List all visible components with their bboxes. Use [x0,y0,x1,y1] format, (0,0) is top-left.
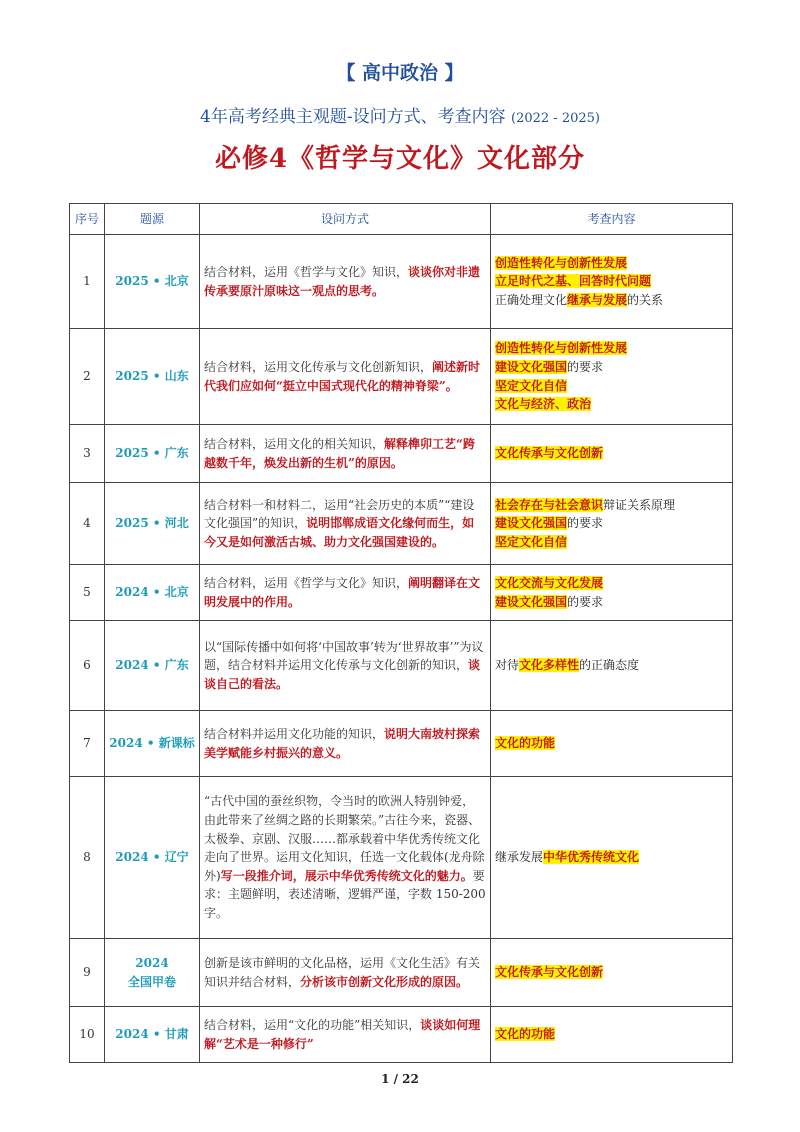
question-text: 结合材料，运用《哲学与文化》知识， [204,264,409,279]
row-source [105,939,200,1007]
content-highlight: 文化多样性 [519,658,580,673]
content-highlight: 文化的功能 [495,736,556,751]
content-line [495,848,728,867]
content-highlight: 文化传承与文化创新 [495,965,604,980]
row-number: 7 [70,711,105,777]
row-number: 6 [70,621,105,711]
question-emphasis: 谈谈自己的看法。 [204,658,481,691]
content-highlight: 继承与发展 [567,292,628,307]
table-row [70,621,733,711]
question-emphasis: 说明大南坡村探索美学赋能乡村振兴的意义。 [204,726,481,760]
question-text: 结合材料，运用文化传承与文化创新知识， [204,359,433,374]
table-row [70,565,733,621]
question-emphasis: 阐明翻译在文明发展中的作用。 [204,575,481,609]
content-text: 的要求 [567,594,604,609]
row-question [200,621,491,711]
subject-heading: 【 高中政治 】 [336,62,464,84]
question-text: 结合材料，运用“文化的功能”相关知识， [204,1017,421,1032]
source-line: 2025 • 广东 [115,446,189,461]
content-line [495,533,728,552]
table-row [70,425,733,483]
row-question [200,711,491,777]
row-source [105,483,200,565]
question-text: “古代中国的蚕丝织物，令当时的欧洲人特别钟爱，由此带来了丝绸之路的长期繁荣。”古往今来，瓷器、太极拳、京剧、汉服……都承载着中华优秀传统文化走向了世界。运用文化知识，任选一文化载体(龙舟除外) [204,794,485,883]
content-line [495,272,728,291]
document-title [0,102,800,127]
content-line [495,254,728,273]
row-question [200,235,491,329]
row-number: 5 [70,565,105,621]
content-line [495,358,728,377]
content-highlight: 坚定文化自信 [495,378,568,393]
source-line: 2025 • 北京 [115,274,189,289]
content-highlight: 社会存在与社会意识 [495,497,604,512]
row-source [105,329,200,425]
question-emphasis: 阐述新时代我们应如何“挺立中国式现代化的精神脊梁”。 [204,359,481,393]
row-content [491,1007,733,1063]
row-question [200,483,491,565]
content-line [495,395,728,414]
question-text: 要求：主题鲜明，表述清晰，逻辑严谨，字数 150-200 字。 [204,868,486,920]
content-highlight: 坚定文化自信 [495,534,568,549]
content-highlight: 中华优秀传统文化 [543,850,640,865]
row-number: 2 [70,329,105,425]
row-content [491,425,733,483]
content-line [495,291,728,310]
row-number: 1 [70,235,105,329]
row-number: 4 [70,483,105,565]
row-content [491,483,733,565]
row-source [105,711,200,777]
header-question: 设问方式 [200,204,491,235]
table-row [70,483,733,565]
content-line [495,574,728,593]
content-text: 继承发展 [495,850,544,865]
row-source [105,425,200,483]
content-line [495,444,728,463]
question-emphasis: 写一段推介词，展示中华优秀传统文化的魅力。 [220,868,473,883]
content-text: 的正确态度 [579,658,640,673]
table-body [70,235,733,1063]
content-highlight: 创造性转化与创新性发展 [495,341,628,356]
source-line: 2024 • 甘肃 [115,1027,189,1042]
header-no: 序号 [70,204,105,235]
content-highlight: 建设文化强国 [495,594,568,609]
table-row [70,329,733,425]
content-line [495,656,728,675]
row-source [105,1007,200,1063]
question-emphasis: 分析该市创新文化形成的原因。 [300,974,469,989]
row-content [491,621,733,711]
source-line: 全国甲卷 [127,974,176,989]
question-text: 创新是该市鲜明的文化品格，运用《文化生活》有关知识并结合材料， [204,955,481,989]
question-emphasis: 谈谈如何理解“艺术是一种修行” [204,1017,481,1051]
question-table [69,203,733,1063]
content-line [495,339,728,358]
row-source [105,235,200,329]
row-question [200,1007,491,1063]
row-number: 3 [70,425,105,483]
question-text: 结合材料，运用《哲学与文化》知识， [204,575,409,590]
row-content [491,329,733,425]
content-highlight: 立足时代之基、回答时代问题 [495,274,652,289]
question-text: 结合材料一和材料二，运用“社会历史的本质”“建设文化强国”的知识， [204,497,475,531]
document-subtitle: 必修4《哲学与文化》文化部分 [214,144,586,174]
header-content: 考查内容 [491,204,733,235]
content-highlight: 文化与经济、政治 [495,397,592,412]
question-emphasis: 说明邯郸成语文化缘何而生，如今又是如何激活古城、助力文化强国建设的。 [204,516,475,549]
row-content [491,939,733,1007]
content-highlight: 创造性转化与创新性发展 [495,255,628,270]
row-number: 9 [70,939,105,1007]
source-line: 2025 • 山东 [115,369,189,384]
content-text: 对待 [495,658,520,673]
title-text: 4年高考经典主观题-设问方式、考查内容 [200,107,506,127]
source-line: 2025 • 河北 [115,516,189,531]
content-text: 辩证关系原理 [603,497,676,512]
table-row [70,939,733,1007]
row-number: 8 [70,777,105,939]
row-question [200,329,491,425]
table-row [70,777,733,939]
content-highlight: 建设文化强国 [495,516,568,531]
row-question [200,425,491,483]
question-emphasis: 解释榫卯工艺“跨越数千年，焕发出新的生机”的原因。 [204,436,475,470]
content-text: 的要求 [567,516,604,531]
content-text: 的关系 [627,292,664,307]
content-line [495,963,728,982]
question-text: 结合材料并运用文化功能的知识， [204,726,385,741]
question-text: 结合材料，运用文化的相关知识， [204,436,385,451]
row-source [105,777,200,939]
content-highlight: 文化传承与文化创新 [495,446,604,461]
source-line: 2024 • 辽宁 [115,850,189,865]
content-line [495,514,728,533]
row-question [200,939,491,1007]
content-line [495,1025,728,1044]
row-question [200,565,491,621]
content-line [495,734,728,753]
table-row [70,711,733,777]
source-line: 2024 [135,955,169,970]
row-number: 10 [70,1007,105,1063]
table-row [70,235,733,329]
content-highlight: 文化的功能 [495,1027,556,1042]
row-question [200,777,491,939]
content-text: 正确处理文化 [495,292,568,307]
question-text: 以“国际传播中如何将‘中国故事’转为‘世界故事’”为议题，结合材料并运用文化传承与文化创新的知识， [204,639,484,673]
page-number: 1 / 22 [381,1072,419,1086]
table-row [70,1007,733,1063]
table-header-row [70,204,733,235]
question-emphasis: 谈谈你对非遗传承要原汁原味这一观点的思考。 [204,264,481,298]
content-highlight: 文化交流与文化发展 [495,575,604,590]
content-highlight: 建设文化强国 [495,359,568,374]
source-line: 2024 • 北京 [115,585,189,600]
content-line [495,496,728,515]
row-content [491,235,733,329]
row-content [491,565,733,621]
row-content [491,777,733,939]
source-line: 2024 • 广东 [115,658,189,673]
year-range: (2022 - 2025) [511,111,600,126]
content-line [495,593,728,612]
header-source: 题源 [105,204,200,235]
content-text: 的要求 [567,359,604,374]
row-source [105,621,200,711]
content-line [495,377,728,396]
row-content [491,711,733,777]
source-line: 2024 • 新课标 [109,736,195,751]
row-source [105,565,200,621]
